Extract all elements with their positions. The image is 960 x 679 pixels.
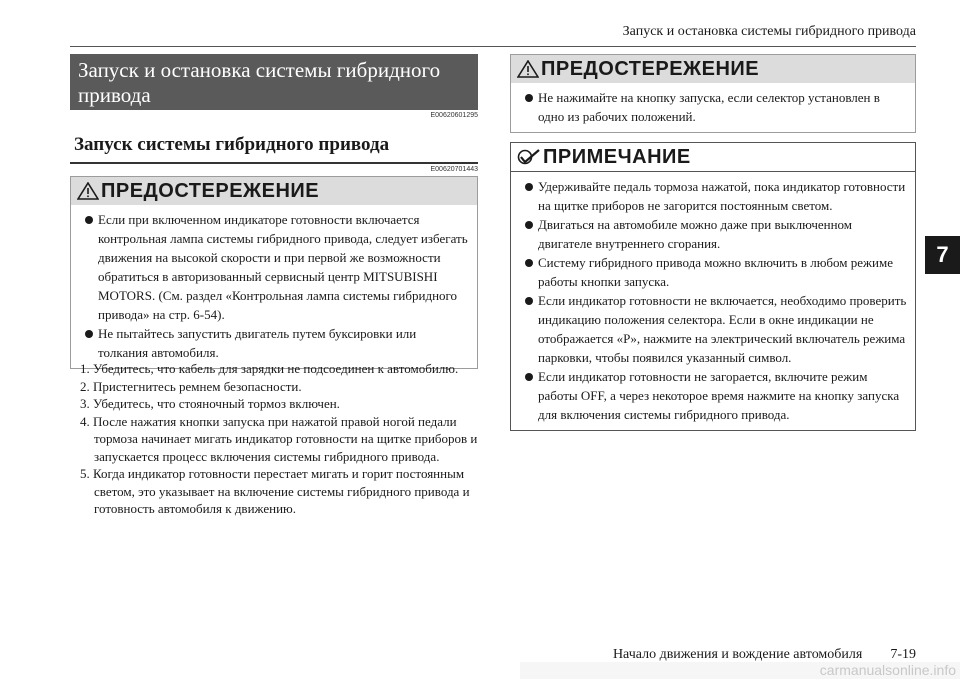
footer-section: Начало движения и вождение автомобиля [612,647,863,662]
chapter-tab: 7 [925,236,960,274]
page-number: 7-19 [890,647,916,662]
step-item: 1. Убедитесь, что кабель для зарядки не подсоединен к автомобилю. [80,361,459,376]
subsection-title: Запуск системы гибридного привода [70,134,478,164]
step-item: 3. Убедитесь, что стояночный тормоз включен. [80,396,340,411]
note-item: Двигаться на автомобиле можно даже при выключенном двигателе внутреннего сгорания. [525,215,907,253]
warning-header [511,55,915,83]
watermark: carmanualsonline.info [520,662,960,679]
warning-item: Не пытайтесь запустить двигатель путем буксировки или толкания автомобиля. [85,324,469,362]
warning-triangle-icon [77,182,99,200]
warning-item: Если при включенном индикаторе готовности включается контрольная лампа системы гибридного привода, следует избегать движения на высокой скорости и при первой же возможности обратиться в авторизованный сервисный центр MITSUBISHI MOTORS. (См. раздел «Контрольная лампа системы гибридного привода» на стр. 6-54). [85,210,469,324]
note-item: Систему гибридного привода можно включить в любом режиме работы кнопки запуска. [525,253,907,291]
warning-triangle-icon [517,60,539,78]
section-code: E00620601295 [430,112,478,119]
note-header [511,143,915,172]
note-item: Удерживайте педаль тормоза нажатой, пока индикатор готовности на щитке приборов не загорится постоянным светом. [525,177,907,215]
checkmark-icon [517,148,541,166]
warning-heading: ПРЕДОСТЕРЕЖЕНИЕ [101,179,320,202]
header-divider [70,46,916,47]
section-title: Запуск и остановка системы гибридного привода [70,54,478,110]
note-item: Если индикатор готовности не включается, необходимо проверить индикацию положения селектора. Если в окне индикации не отображается «P», нажмите на электрический включатель режима парковки, чтобы появился указанный символ. [525,291,907,367]
warning-heading: ПРЕДОСТЕРЕЖЕНИЕ [541,57,760,80]
step-item: 4. После нажатия кнопки запуска при нажатой правой ногой педали тормоза начинает мигать индикатор готовности на щитке приборов и запускается процесс включения системы гибридного привода. [80,413,478,464]
warning-item: Не нажимайте на кнопку запуска, если селектор установлен в одно из рабочих положений. [525,88,907,126]
subsection-code: E00620701443 [430,166,478,173]
page-footer [590,647,916,663]
warning-box-right [510,54,916,133]
note-box [510,142,916,431]
note-item: Если индикатор готовности не загорается, включите режим работы OFF, а через некоторое время нажмите на кнопку запуска для включения системы гибридного привода. [525,367,907,424]
running-header: Запуск и остановка системы гибридного привода [622,24,916,39]
warning-header [71,177,477,205]
steps-list [80,360,480,518]
step-item: 5. Когда индикатор готовности перестает мигать и горит постоянным светом, это указывает на включение системы гибридного привода и готовность автомобиля к движению. [80,466,470,516]
note-heading: ПРИМЕЧАНИЕ [543,145,691,168]
step-item: 2. Пристегнитесь ремнем безопасности. [80,378,302,394]
warning-box-left [70,176,478,369]
